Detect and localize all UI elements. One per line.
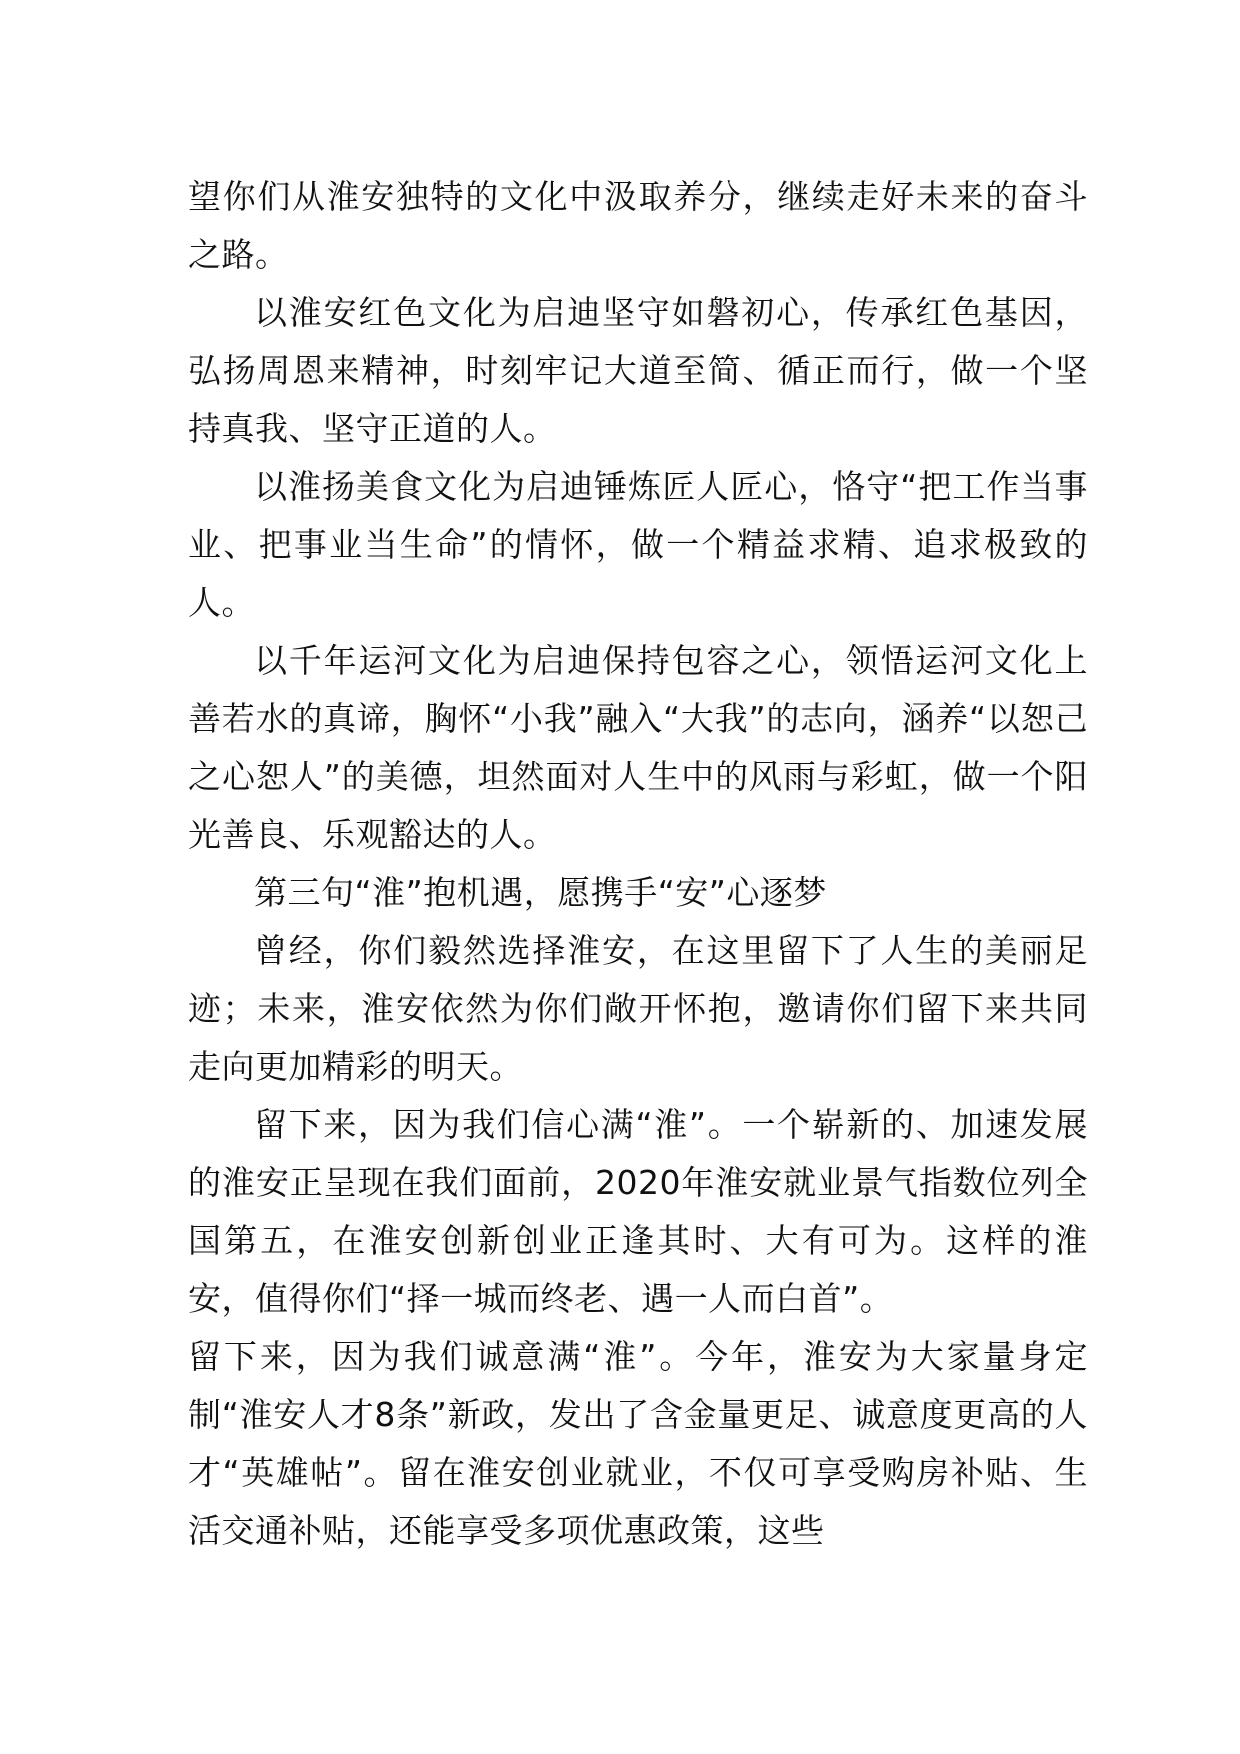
paragraph-4: 以千年运河文化为启迪保持包容之心，领悟运河文化上善若水的真谛，胸怀“小我”融入“大我”的志向，涵养“以恕己之心恕人”的美德，坦然面对人生中的风雨与彩虹，做一个阳光善良、乐观豁达的人。 bbox=[188, 641, 1088, 854]
paragraph-7: 留下来，因为我们诚意满“淮”。今年，淮安为大家量身定制“淮安人才8条”新政，发出了含金量更足、诚意度更高的人才“英雄帖”。留在淮安创业就业，不仅可享受购房补贴、生活交通补贴，还能享受多项优惠政策，这些 bbox=[188, 1337, 1088, 1550]
paragraph-3: 以淮扬美食文化为启迪锤炼匠人匠心，恪守“把工作当事业、把事业当生命”的情怀，做一个精益求精、追求极致的人。 bbox=[188, 467, 1088, 622]
document-body bbox=[188, 168, 1088, 1560]
paragraph-1: 望你们从淮安独特的文化中汲取养分，继续走好未来的奋斗之路。 bbox=[188, 177, 1088, 274]
section-heading: 第三句“淮”抱机遇，愿携手“安”心逐梦 bbox=[254, 873, 827, 912]
paragraph-2: 以淮安红色文化为启迪坚守如磐初心，传承红色基因，弘扬周恩来精神，时刻牢记大道至简、循正而行，做一个坚持真我、坚守正道的人。 bbox=[188, 293, 1088, 448]
paragraph-5: 曾经，你们毅然选择淮安，在这里留下了人生的美丽足迹；未来，淮安依然为你们敞开怀抱，邀请你们留下来共同走向更加精彩的明天。 bbox=[188, 931, 1088, 1086]
paragraph-6: 留下来，因为我们信心满“淮”。一个崭新的、加速发展的淮安正呈现在我们面前，2020年淮安就业景气指数位列全国第五，在淮安创新创业正逢其时、大有可为。这样的淮安，值得你们“择一城而终老、遇一人而白首”。 bbox=[188, 1105, 1088, 1318]
